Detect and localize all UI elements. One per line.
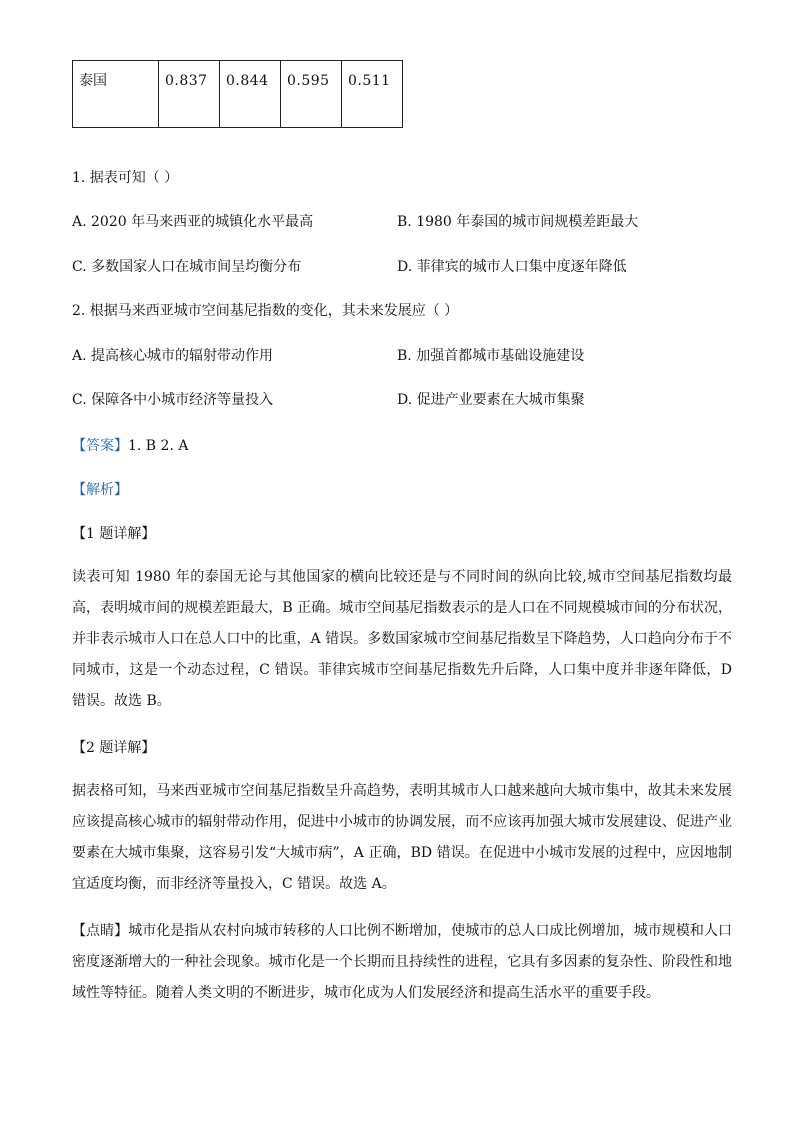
table-row (73, 61, 403, 128)
answer-label: 【答案】 (72, 438, 128, 454)
question-1-option-c: C. 多数国家人口在城市间呈均衡分布 (72, 259, 302, 275)
table-cell-value: 0.511 (342, 61, 403, 128)
question-1-stem: 1. 据表可知（ ） (72, 170, 179, 186)
detail-1-title: 【1 题详解】 (72, 526, 156, 542)
question-2-stem: 2. 根据马来西亚城市空间基尼指数的变化，其未来发展应（ ） (72, 303, 459, 319)
detail-2-title: 【2 题详解】 (72, 740, 156, 756)
table-cell-value: 0.595 (281, 61, 342, 128)
answer-line (72, 436, 188, 456)
question-1-option-d: D. 菲律宾的城市人口集中度逐年降低 (397, 259, 627, 275)
tip-paragraph (72, 916, 732, 1009)
table-cell-value: 0.844 (220, 61, 281, 128)
tip-label: 【点睛】 (72, 923, 129, 939)
question-1-option-a: A. 2020 年马来西亚的城镇化水平最高 (72, 214, 314, 230)
table-cell-country: 泰国 (73, 61, 159, 128)
answer-text: 1. B 2. A (128, 438, 189, 454)
question-2-option-c: C. 保障各中小城市经济等量投入 (72, 392, 274, 408)
detail-1-text: 读表可知 1980 年的泰国无论与其他国家的横向比较还是与不同时间的纵向比较,城市空间基尼指数均最高，表明城市间的规模差距最大，B 正确。城市空间基尼指数表示的是人口在不同规模城市间的分布状况，并非表示城市人口在总人口中的比重，A 错误。多数国家城市空间基尼指数呈下降趋势，人口趋向分布于不同城市，这是一个动态过程，C 错误。菲律宾城市空间基尼指数先升后降，人口集中度并非逐年降低，D 错误。故选 B。 (72, 569, 732, 709)
tip-text: 城市化是指从农村向城市转移的人口比例不断增加，使城市的总人口成比例增加，城市规模和人口密度逐渐增大的一种社会现象。城市化是一个长期而且持续性的进程，它具有多因素的复杂性、阶段性和地域性等特征。随着人类文明的不断进步，城市化成为人们发展经济和提高生活水平的重要手段。 (72, 923, 733, 1001)
data-table (72, 60, 403, 128)
analysis-label: 【解析】 (72, 482, 128, 498)
question-2-option-a: A. 提高核心城市的辐射带动作用 (72, 348, 274, 364)
question-1-option-b: B. 1980 年泰国的城市间规模差距最大 (397, 214, 639, 230)
question-2-option-b: B. 加强首都城市基础设施建设 (397, 348, 585, 364)
question-2-option-d: D. 促进产业要素在大城市集聚 (397, 392, 585, 408)
detail-2-text: 据表格可知，马来西亚城市空间基尼指数呈升高趋势，表明其城市人口越来越向大城市集中，故其未来发展应该提高核心城市的辐射带动作用，促进中小城市的协调发展，而不应该再加强大城市发展建设、促进产业要素在大城市集聚，这容易引发“大城市病”，A 正确，BD 错误。在促进中小城市发展的过程中，应因地制宜适度均衡，而非经济等量投入，C 错误。故选 A。 (72, 783, 732, 892)
table-cell-value: 0.837 (159, 61, 220, 128)
